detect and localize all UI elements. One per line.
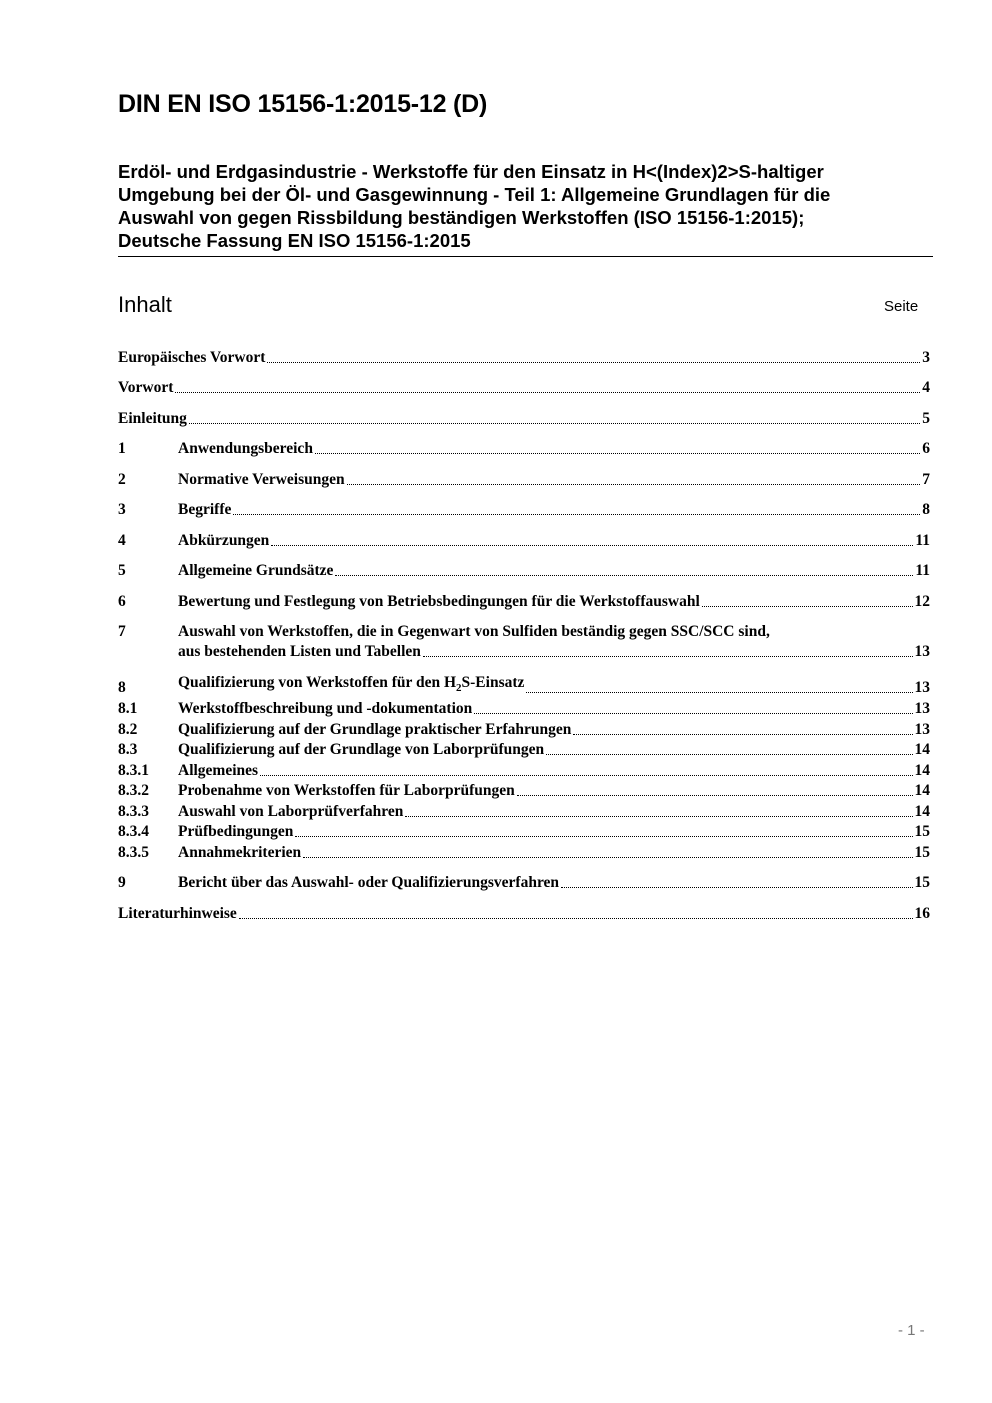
toc-entry-number: 8.3 bbox=[118, 741, 138, 758]
toc-leader bbox=[295, 836, 912, 837]
toc-entry-page: 13 bbox=[914, 700, 930, 717]
toc-entry-number: 2 bbox=[118, 471, 126, 488]
toc-entry-number: 3 bbox=[118, 501, 126, 518]
toc-entry-text bbox=[178, 673, 524, 698]
toc-entry[interactable] bbox=[118, 439, 930, 459]
toc-leader bbox=[303, 857, 912, 858]
toc-entry-number: 6 bbox=[118, 593, 126, 610]
toc-entry-page: 13 bbox=[914, 721, 930, 738]
toc-entry-page: 11 bbox=[915, 532, 930, 549]
toc-entry[interactable] bbox=[118, 843, 930, 863]
toc-entry-number: 9 bbox=[118, 874, 126, 891]
toc-entry-text: Werkstoffbeschreibung und -dokumentation bbox=[178, 700, 473, 717]
toc-leader bbox=[267, 362, 920, 363]
toc-entry-page: 13 bbox=[914, 643, 930, 660]
toc-leader bbox=[175, 392, 920, 393]
toc-entry-number: 8.3.5 bbox=[118, 844, 149, 861]
toc-entry-page: 8 bbox=[922, 501, 930, 518]
toc-entry-page: 7 bbox=[922, 471, 930, 488]
toc-entry-text: Auswahl von Laborprüfverfahren bbox=[178, 803, 404, 820]
toc-entry-page: 3 bbox=[922, 349, 930, 366]
toc-entry[interactable] bbox=[118, 348, 930, 368]
toc-entry-text: Prüfbedingungen bbox=[178, 823, 294, 840]
toc-entry[interactable] bbox=[118, 378, 930, 398]
toc-text-part: Qualifizierung von Werkstoffen für den H bbox=[178, 674, 457, 691]
toc-entry[interactable] bbox=[118, 873, 930, 893]
toc-entry-page: 13 bbox=[914, 679, 930, 696]
toc-leader bbox=[271, 545, 913, 546]
toc-leader bbox=[474, 713, 912, 714]
toc-heading: Inhalt bbox=[118, 292, 172, 317]
toc-leader bbox=[315, 453, 920, 454]
toc-leader bbox=[573, 734, 912, 735]
toc-entry[interactable] bbox=[118, 500, 930, 520]
toc-entry[interactable] bbox=[118, 531, 930, 551]
toc-entry[interactable] bbox=[118, 740, 930, 760]
toc-entry-text: Bericht über das Auswahl- oder Qualifizierungsverfahren bbox=[178, 874, 560, 891]
toc-entry[interactable] bbox=[118, 561, 930, 581]
toc-entry-number: 7 bbox=[118, 623, 126, 640]
toc-leader bbox=[405, 816, 912, 817]
toc-entry[interactable] bbox=[118, 781, 930, 801]
document-title: DIN EN ISO 15156-1:2015-12 (D) bbox=[118, 90, 488, 118]
toc-entry-number: 4 bbox=[118, 532, 126, 549]
toc-page-label: Seite bbox=[884, 298, 919, 315]
toc-leader bbox=[335, 575, 913, 576]
toc-leader bbox=[702, 606, 913, 607]
toc-leader bbox=[423, 656, 913, 657]
toc-entry-number: 8.3.4 bbox=[118, 823, 149, 840]
toc-entry-text: Qualifizierung auf der Grundlage von Laborprüfungen bbox=[178, 741, 545, 758]
toc-entry-text: Annahmekriterien bbox=[178, 844, 302, 861]
toc-entry-text: Europäisches Vorwort bbox=[118, 349, 266, 366]
toc-entry-number: 8.2 bbox=[118, 721, 138, 738]
toc-leader bbox=[260, 775, 912, 776]
toc-leader bbox=[517, 795, 913, 796]
toc-leader bbox=[526, 692, 912, 693]
toc-entry-page: 4 bbox=[922, 379, 930, 396]
toc-entry-page: 14 bbox=[914, 762, 930, 779]
page-number: - 1 - bbox=[898, 1322, 925, 1339]
toc-leader bbox=[561, 887, 912, 888]
subtitle-line: Auswahl von gegen Rissbildung beständigen Werkstoffen (ISO 15156-1:2015); bbox=[118, 207, 805, 228]
toc-leader bbox=[239, 918, 913, 919]
toc-entry-page: 5 bbox=[922, 410, 930, 427]
subscript-2: 2 bbox=[456, 682, 462, 694]
toc-entry-page: 14 bbox=[914, 782, 930, 799]
toc-entry-page: 15 bbox=[914, 874, 930, 891]
toc-entry-page: 15 bbox=[914, 844, 930, 861]
toc-entry[interactable] bbox=[118, 622, 930, 662]
toc-entry-text: Allgemeine Grundsätze bbox=[178, 562, 334, 579]
toc-entry-text: Begriffe bbox=[178, 501, 232, 518]
toc-leader bbox=[347, 484, 921, 485]
toc-entry-page: 14 bbox=[914, 741, 930, 758]
toc-entry[interactable] bbox=[118, 720, 930, 740]
toc-entry-text: Abkürzungen bbox=[178, 532, 270, 549]
toc-entry-text: Normative Verweisungen bbox=[178, 471, 345, 488]
toc-entry-number: 5 bbox=[118, 562, 126, 579]
document-subtitle bbox=[118, 160, 933, 257]
toc-leader bbox=[546, 754, 912, 755]
toc-entry-number: 8.3.2 bbox=[118, 782, 149, 799]
toc-entry[interactable] bbox=[118, 409, 930, 429]
toc-entry-page: 6 bbox=[922, 440, 930, 457]
toc-entry-number: 8 bbox=[118, 679, 126, 696]
toc-entry[interactable] bbox=[118, 673, 930, 698]
toc-entry-line2 bbox=[178, 642, 930, 662]
toc-entry-number: 1 bbox=[118, 440, 126, 457]
toc-entry-text: Bewertung und Festlegung von Betriebsbedingungen für die Werkstoffauswahl bbox=[178, 593, 700, 610]
toc-entry[interactable] bbox=[118, 699, 930, 719]
toc-entry-text: Qualifizierung auf der Grundlage praktischer Erfahrungen bbox=[178, 721, 572, 738]
toc-entry-text: aus bestehenden Listen und Tabellen bbox=[178, 643, 421, 660]
toc-entry[interactable] bbox=[118, 761, 930, 781]
toc-entry[interactable] bbox=[118, 822, 930, 842]
toc-entry[interactable] bbox=[118, 802, 930, 822]
toc-leader bbox=[189, 423, 920, 424]
toc-entry-text: Allgemeines bbox=[178, 762, 259, 779]
subtitle-line: Umgebung bei der Öl- und Gasgewinnung - Teil 1: Allgemeine Grundlagen für die bbox=[118, 184, 831, 205]
toc-entry-block bbox=[178, 622, 930, 662]
toc-entry-page: 16 bbox=[914, 905, 930, 922]
toc-entry-page: 12 bbox=[914, 593, 930, 610]
toc-entry-text: Vorwort bbox=[118, 379, 174, 396]
toc-entry-text: Auswahl von Werkstoffen, die in Gegenwart von Sulfiden beständig gegen SSC/SCC sind, bbox=[178, 623, 770, 640]
toc-leader bbox=[233, 514, 920, 515]
subtitle-line: Erdöl- und Erdgasindustrie - Werkstoffe für den Einsatz in H<(Index)2>S-haltiger bbox=[118, 161, 824, 182]
toc-entry-text: Einleitung bbox=[118, 410, 187, 427]
toc-entry-text: Probenahme von Werkstoffen für Laborprüfungen bbox=[178, 782, 515, 799]
toc-text-part: S-Einsatz bbox=[461, 674, 525, 691]
subtitle-line: Deutsche Fassung EN ISO 15156-1:2015 bbox=[118, 230, 471, 251]
toc-entry-number: 8.3.1 bbox=[118, 762, 149, 779]
toc-entry-number: 8.1 bbox=[118, 700, 138, 717]
toc-entry-page: 14 bbox=[914, 803, 930, 820]
toc-entry-text: Literaturhinweise bbox=[118, 905, 237, 922]
toc-entry[interactable] bbox=[118, 592, 930, 612]
toc-entry-page: 11 bbox=[915, 562, 930, 579]
toc-entry[interactable] bbox=[118, 470, 930, 490]
toc-entry[interactable] bbox=[118, 904, 930, 924]
toc-entry-page: 15 bbox=[914, 823, 930, 840]
toc-entry-text: Anwendungsbereich bbox=[178, 440, 313, 457]
toc-entry-number: 8.3.3 bbox=[118, 803, 149, 820]
